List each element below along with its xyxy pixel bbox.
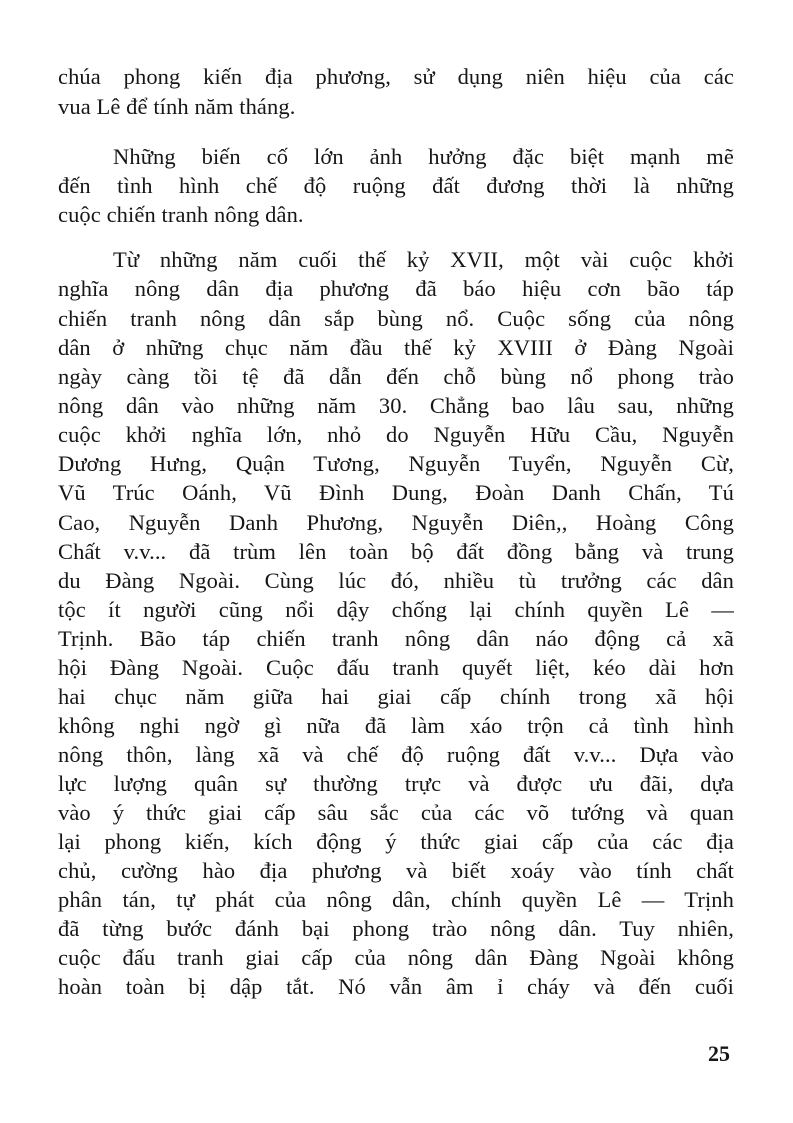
text-line: hoàn toàn bị dập tắt. Nó vẫn âm ỉ cháy và đến cuối (58, 974, 734, 999)
text-line: cuộc khởi nghĩa lớn, nhỏ do Nguyễn Hữu Cầu, Nguyễn (58, 422, 734, 447)
text-line: hai chục năm giữa hai giai cấp chính trong xã hội (58, 684, 734, 709)
text-line: cuộc đấu tranh giai cấp của nông dân Đàng Ngoài không (58, 945, 734, 970)
text-line: ngày càng tồi tệ đã dẫn đến chỗ bùng nổ phong trào (58, 364, 734, 389)
text-line: vua Lê để tính năm tháng. (58, 94, 296, 119)
page-number: 25 (708, 1041, 730, 1066)
text-line: không nghi ngờ gì nữa đã làm xáo trộn cả tình hình (58, 713, 734, 738)
text-line: nông dân vào những năm 30. Chẳng bao lâu sau, những (58, 393, 734, 418)
text-line: đã từng bước đánh bại phong trào nông dân. Tuy nhiên, (58, 916, 734, 941)
text-line: hội Đàng Ngoài. Cuộc đấu tranh quyết liệt, kéo dài hơn (58, 655, 734, 680)
text-line: dân ở những chục năm đầu thế kỷ XVIII ở Đàng Ngoài (58, 335, 734, 360)
text-line: đến tình hình chế độ ruộng đất đương thời là những (58, 173, 734, 198)
text-line: chúa phong kiến địa phương, sử dụng niên hiệu của các (58, 64, 734, 89)
text-line: Những biến cố lớn ảnh hưởng đặc biệt mạnh mẽ (113, 144, 734, 169)
text-line: vào ý thức giai cấp sâu sắc của các võ tướng và quan (58, 800, 734, 825)
text-line: du Đàng Ngoài. Cùng lúc đó, nhiều tù trưởng các dân (58, 568, 734, 593)
text-line: lại phong kiến, kích động ý thức giai cấp của các địa (58, 829, 734, 854)
text-line: Trịnh. Bão táp chiến tranh nông dân náo động cả xã (58, 626, 734, 651)
text-line: phân tán, tự phát của nông dân, chính quyền Lê — Trịnh (58, 887, 734, 912)
text-line: Chất v.v... đã trùm lên toàn bộ đất đồng bằng và trung (58, 539, 734, 564)
text-line: Vũ Trúc Oánh, Vũ Đình Dung, Đoàn Danh Chấn, Tú (58, 480, 734, 505)
text-line: nghĩa nông dân địa phương đã báo hiệu cơn bão táp (58, 276, 734, 301)
text-line: Dương Hưng, Quận Tương, Nguyễn Tuyển, Nguyễn Cừ, (58, 451, 734, 476)
text-line: chủ, cường hào địa phương và biết xoáy vào tính chất (58, 858, 734, 883)
text-line: tộc ít người cũng nổi dậy chống lại chính quyền Lê — (58, 597, 734, 622)
text-line: cuộc chiến tranh nông dân. (58, 202, 304, 227)
text-line: Cao, Nguyễn Danh Phương, Nguyễn Diên,, Hoàng Công (58, 510, 734, 535)
text-line: chiến tranh nông dân sắp bùng nổ. Cuộc sống của nông (58, 306, 734, 331)
text-line: Từ những năm cuối thế kỷ XVII, một vài cuộc khởi (113, 247, 734, 272)
text-line: lực lượng quân sự thường trực và được ưu đãi, dựa (58, 771, 734, 796)
text-line: nông thôn, làng xã và chế độ ruộng đất v.v... Dựa vào (58, 742, 734, 767)
